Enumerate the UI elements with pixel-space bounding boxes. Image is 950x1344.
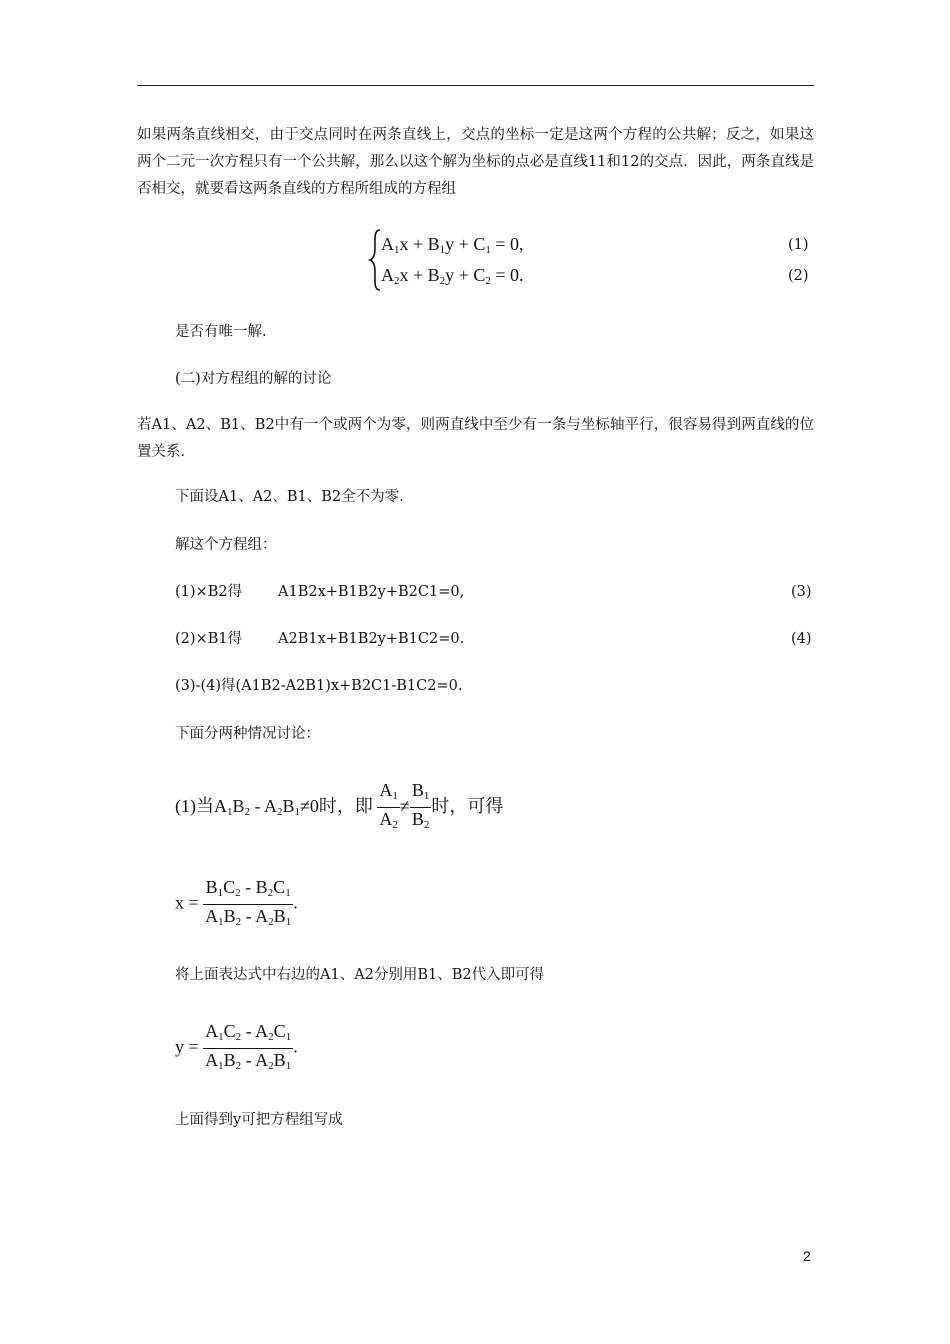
solution-x: x = $\frac{B_1C_2 - B_2C_1}{A_1B_2 - A_2B_1}$ .: [175, 877, 298, 928]
case-1-prefix: (1)当: [175, 796, 214, 816]
step-4-label: (2)×B1得: [175, 631, 243, 647]
case-1-suffix: 时，可得: [431, 796, 504, 816]
step-3-label: (1)×B2得: [175, 584, 243, 600]
fraction-b1-over-b2: $\frac{B_1}{B_2}$: [411, 780, 430, 832]
paragraph-zero-case: 若A1、A2、B1、B2中有一个或两个为零，则两直线中至少有一条与坐标轴平行，很容易得到两直线的位置关系.: [137, 417, 814, 460]
step-3-equation: A1B2x+B1B2y+B2C1=0,: [278, 584, 465, 600]
equation-1-number: (1): [788, 237, 809, 253]
left-brace: [368, 228, 382, 292]
section-heading-discussion: (二)对方程组的解的讨论: [175, 371, 332, 387]
fraction-a1-over-a2: $\frac{A_1}{A_2}$: [379, 780, 398, 832]
paragraph-rewrite-system: 上面得到y可把方程组写成: [175, 1112, 343, 1128]
case-1-neq: ≠: [399, 796, 410, 816]
step-3-number: (3): [791, 584, 812, 600]
page-number: 2: [803, 1248, 811, 1264]
equation-1: $A_1x + B_1y + C_1 = 0$,: [381, 234, 524, 256]
paragraph-nonzero-assumption: 下面设A1、A2、B1、B2全不为零.: [175, 489, 404, 505]
case-1-neq0: ≠0时，即: [300, 796, 373, 816]
case-1-condition: (1)当$A_1B_2 - A_2B_1\ne 0$时，即 $\frac{A_1}{A_2}$ ≠ $\frac{B_1}{B_2}$ 时，可得: [175, 778, 503, 834]
solution-y: y = $\frac{A_1C_2 - A_2C_1}{A_1B_2 - A_2B_1}$ .: [175, 1021, 298, 1072]
equation-2: $A_2x + B_2y + C_2 = 0$.: [381, 265, 524, 287]
step-4-number: (4): [791, 631, 812, 647]
step-4-equation: A2B1x+B1B2y+B1C2=0.: [278, 631, 465, 647]
header-rule: [137, 85, 814, 86]
paragraph-substitute: 将上面表达式中右边的A1、A2分别用B1、B2代入即可得: [175, 967, 545, 983]
paragraph-solve: 解这个方程组：: [175, 537, 277, 553]
equation-2-number: (2): [788, 268, 809, 284]
step-5-subtraction: (3)-(4)得(A1B2-A2B1)x+B2C1-B1C2=0.: [175, 678, 463, 694]
paragraph-unique-solution: 是否有唯一解.: [175, 324, 267, 340]
paragraph-intersection: 如果两条直线相交，由于交点同时在两条直线上，交点的坐标一定是这两个方程的公共解；反之，如果这两个二元一次方程只有一个公共解，那么以这个解为坐标的点必是直线11和12的交点．因此，两条直线是否相交，就要看这两条直线的方程所组成的方程组: [137, 127, 814, 197]
paragraph-two-cases: 下面分两种情况讨论：: [175, 726, 320, 742]
